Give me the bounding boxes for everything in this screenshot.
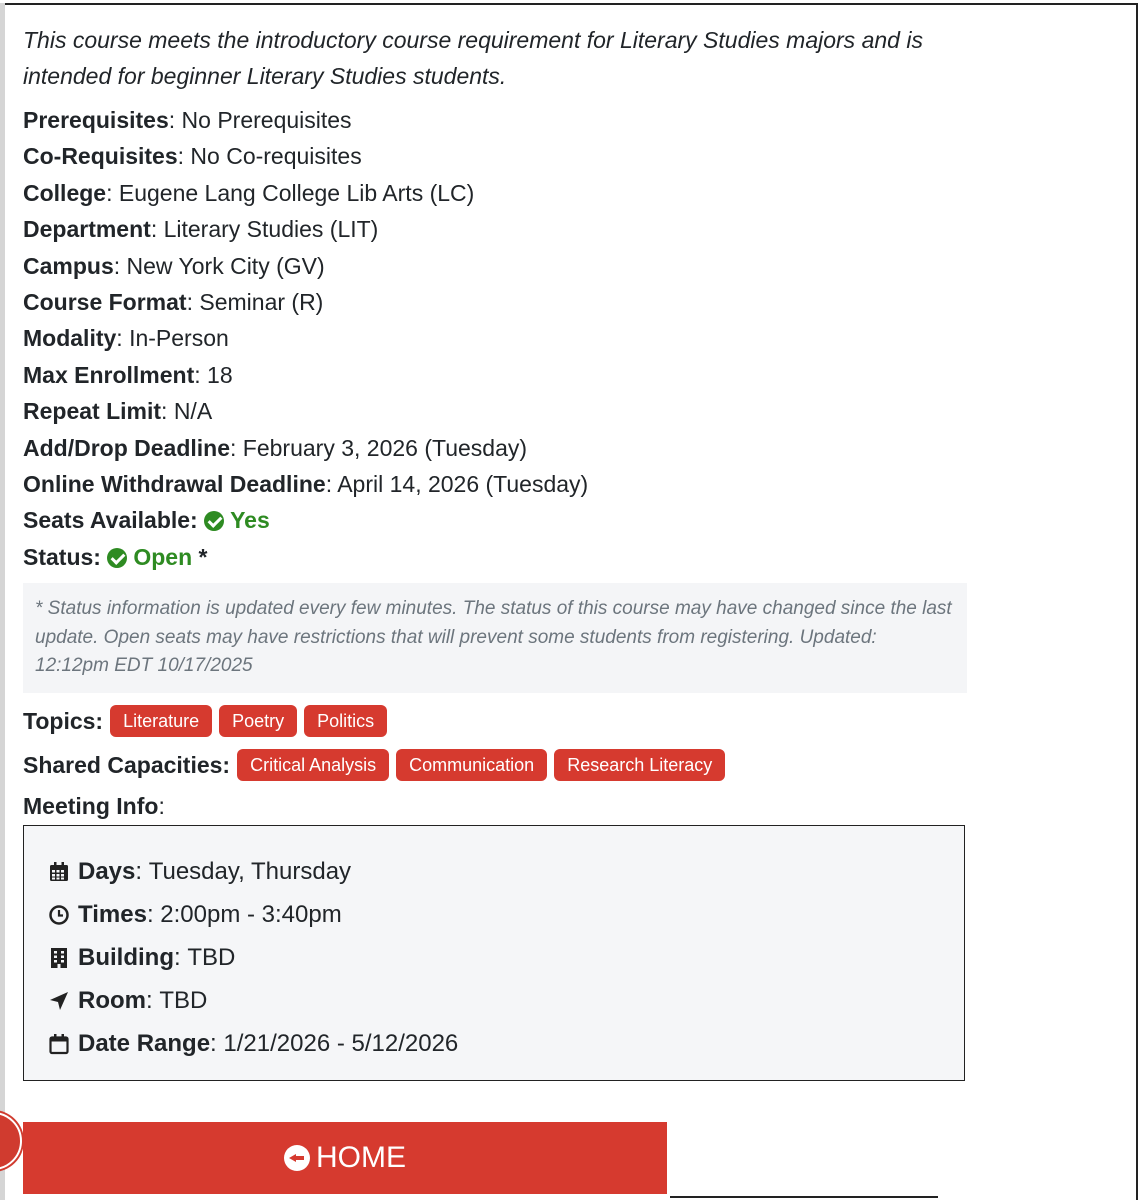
meeting-label: Date Range — [78, 1030, 211, 1058]
detail-max-enrollment: Max Enrollment: 18 — [23, 361, 233, 388]
meeting-row-building: Building : TBD — [48, 936, 940, 979]
meeting-info-box — [23, 825, 965, 1081]
meeting-info-heading: Meeting Info: — [23, 793, 165, 820]
detail-status — [23, 539, 967, 575]
building-icon — [48, 947, 70, 969]
meeting-value: TBD — [187, 944, 236, 972]
detail-label: College — [23, 179, 107, 206]
meeting-value: Tuesday, Thursday — [148, 858, 352, 886]
detail-repeat-limit: Repeat Limit: N/A — [23, 398, 213, 425]
status-note: * Status information is updated every few minutes. The status of this course may have changed since the last update. Open seats may have restrictions that will prevent some students from registering. Updated: 12:12pm EDT 10/17/2025 — [23, 583, 967, 693]
meeting-label: Building — [78, 944, 174, 972]
detail-value: February 3, 2026 (Tuesday) — [242, 434, 528, 461]
calendar-outline-icon — [48, 1033, 70, 1055]
calendar-icon — [48, 861, 70, 883]
meeting-row-date-range: Date Range : 1/21/2026 - 5/12/2026 — [48, 1022, 940, 1065]
detail-label: Campus — [23, 252, 114, 279]
capacity-tag[interactable]: Research Literacy — [554, 749, 725, 781]
detail-value: In-Person — [129, 325, 229, 352]
detail-label: Department — [23, 216, 151, 243]
shared-capacities-label: Shared Capacities: — [23, 751, 231, 778]
detail-label: Online Withdrawal Deadline — [23, 471, 326, 498]
status-value: Open — [133, 543, 193, 570]
detail-seats-available — [23, 502, 967, 538]
capacity-tag[interactable]: Communication — [396, 749, 547, 781]
seats-status — [204, 507, 270, 533]
detail-value: Literary Studies (LIT) — [163, 216, 379, 243]
meeting-row-room: Room : TBD — [48, 979, 940, 1022]
check-circle-icon — [204, 511, 224, 531]
meeting-label: Days — [78, 858, 136, 886]
shared-capacities-row — [23, 747, 967, 783]
meeting-label: Room — [78, 987, 146, 1015]
topics-row — [23, 703, 967, 739]
topic-tag[interactable]: Literature — [110, 705, 212, 737]
frame-top-border — [0, 3, 1138, 5]
floating-action-button[interactable] — [0, 1112, 22, 1170]
capacity-tag[interactable]: Critical Analysis — [237, 749, 389, 781]
status-badge — [107, 544, 192, 570]
meeting-label: Times — [78, 901, 147, 929]
topic-tag[interactable]: Politics — [304, 705, 387, 737]
detail-value: Seminar (R) — [199, 289, 324, 316]
detail-label: Co-Requisites — [23, 143, 178, 170]
detail-add-drop-deadline: Add/Drop Deadline: February 3, 2026 (Tuesday) — [23, 434, 528, 461]
detail-modality: Modality: In-Person — [23, 325, 229, 352]
detail-withdrawal-deadline: Online Withdrawal Deadline: April 14, 2026 (Tuesday) — [23, 471, 589, 498]
meeting-value: TBD — [159, 987, 208, 1015]
detail-label: Max Enrollment — [23, 361, 195, 388]
detail-corequisites: Co-Requisites: No Co-requisites — [23, 143, 362, 170]
detail-label: Prerequisites — [23, 107, 169, 133]
detail-value: No Co-requisites — [190, 143, 362, 170]
detail-value: New York City (GV) — [126, 252, 325, 279]
detail-prerequisites: Prerequisites: No Prerequisites — [23, 107, 352, 133]
detail-value: 18 — [207, 361, 233, 388]
details-list — [23, 102, 967, 575]
detail-course-format: Course Format: Seminar (R) — [23, 289, 324, 316]
seats-label: Seats Available: — [23, 507, 198, 534]
seats-value: Yes — [230, 507, 270, 534]
meeting-row-days: Days : Tuesday, Thursday — [48, 850, 940, 893]
detail-label: Add/Drop Deadline — [23, 434, 231, 461]
meeting-row-times: Times : 2:00pm - 3:40pm — [48, 893, 940, 936]
detail-value: N/A — [173, 398, 213, 425]
meeting-info-label: Meeting Info — [23, 793, 159, 820]
frame-left-border — [0, 3, 5, 1200]
location-arrow-icon — [48, 990, 70, 1012]
status-footnote-marker: * — [198, 543, 208, 570]
topics-label: Topics: — [23, 707, 104, 734]
detail-label: Modality — [23, 325, 117, 352]
detail-label: Course Format — [23, 289, 187, 316]
topic-tag[interactable]: Poetry — [219, 705, 297, 737]
detail-label: Repeat Limit — [23, 398, 162, 425]
detail-campus: Campus: New York City (GV) — [23, 252, 325, 279]
home-button-label: HOME — [316, 1141, 406, 1174]
course-intro: This course meets the introductory course requirement for Literary Studies majors and is intended for beginner Literary Studies students. — [23, 27, 923, 89]
meeting-value: 2:00pm - 3:40pm — [160, 901, 342, 929]
detail-department: Department: Literary Studies (LIT) — [23, 216, 379, 243]
meeting-value: 1/21/2026 - 5/12/2026 — [223, 1030, 459, 1058]
detail-value: April 14, 2026 (Tuesday) — [337, 471, 589, 498]
detail-value: No Prerequisites — [181, 107, 352, 133]
arrow-circle-left-icon — [284, 1145, 310, 1171]
course-details — [23, 22, 967, 1081]
home-button[interactable] — [23, 1122, 667, 1194]
clock-icon — [48, 904, 70, 926]
detail-value: Eugene Lang College Lib Arts (LC) — [118, 179, 475, 206]
status-label: Status: — [23, 543, 101, 570]
check-circle-icon — [107, 548, 127, 568]
frame-bottom-border — [670, 1196, 938, 1198]
detail-college: College: Eugene Lang College Lib Arts (LC) — [23, 179, 475, 206]
